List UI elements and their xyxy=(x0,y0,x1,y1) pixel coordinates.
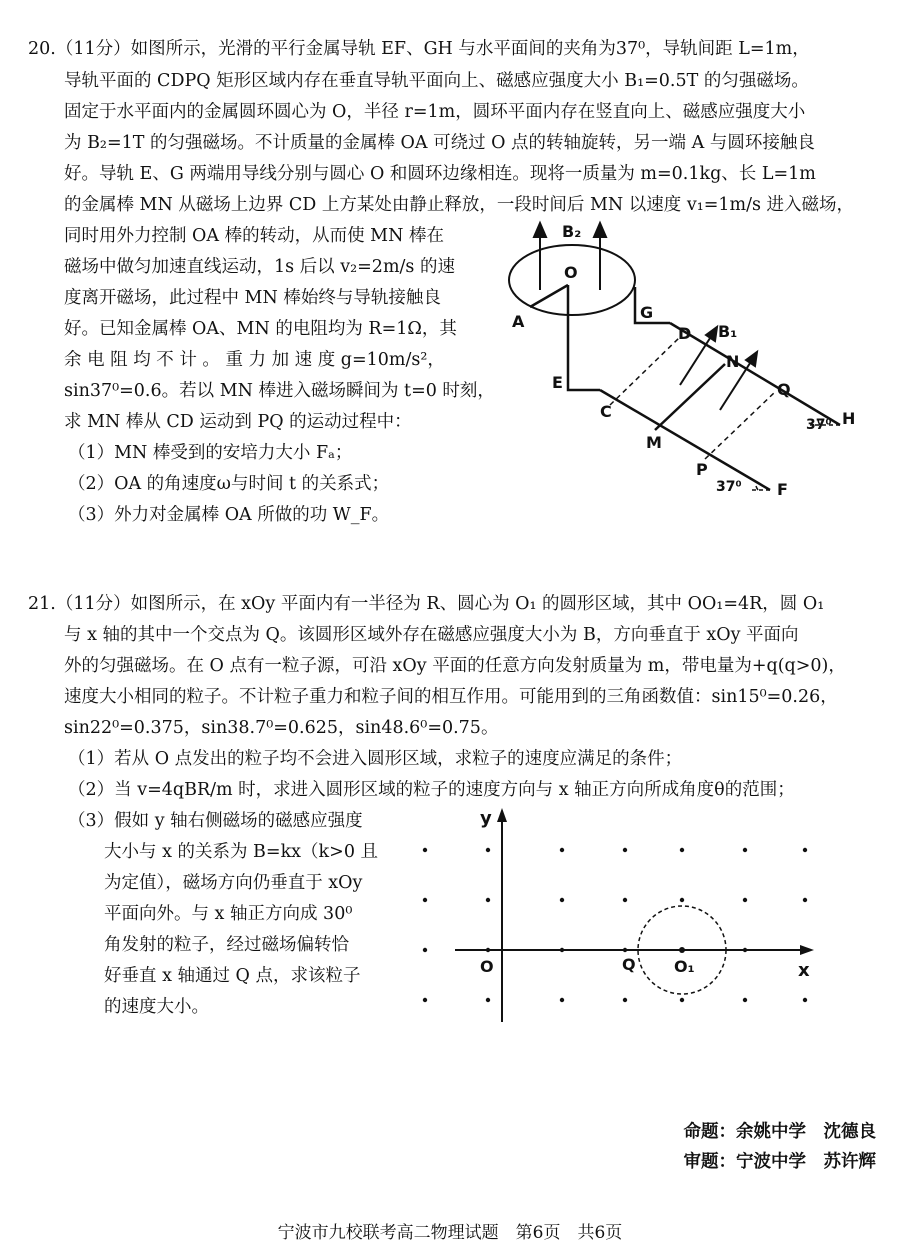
rod-oa xyxy=(530,285,568,307)
label-x: x xyxy=(798,960,810,981)
q21-sub3-cont: 的速度大小。 xyxy=(104,997,209,1017)
q21-sub: （1）若从 O 点发出的粒子均不会进入圆形区域，求粒子的速度应满足的条件； xyxy=(68,749,683,769)
q20-line: 度离开磁场，此过程中 MN 棒始终与导轨接触良 xyxy=(64,288,441,308)
label-n: N xyxy=(726,352,740,371)
q20-line: 好。已知金属棒 OA、MN 的电阻均为 R=1Ω，其 xyxy=(64,319,457,339)
q20-line: 为 B₂=1T 的匀强磁场。不计质量的金属棒 OA 可绕过 O 点的转轴旋转，另一端 A 与圆环接触良 xyxy=(64,133,815,153)
q20-line: 磁场中做匀加速直线运动，1s 后以 v₂=2m/s 的速 xyxy=(64,257,455,277)
x-axis-arrow xyxy=(800,945,814,955)
label-d: D xyxy=(678,324,692,343)
label-angle-bottom: 37⁰ xyxy=(716,479,742,495)
center-o1-dot xyxy=(679,947,685,953)
field-dot xyxy=(803,848,807,852)
q20-line: 求 MN 棒从 CD 运动到 PQ 的运动过程中： xyxy=(64,412,412,432)
label-e: E xyxy=(552,373,563,392)
boundary-cd xyxy=(610,337,680,405)
field-dot xyxy=(743,998,747,1002)
label-o: O xyxy=(480,957,494,976)
field-dot xyxy=(803,898,807,902)
q20-sub: （2）OA 的角速度ω与时间 t 的关系式； xyxy=(68,474,390,494)
reviewer-credit: 审题：宁波中学 苏许辉 xyxy=(683,1152,876,1172)
label-angle-top: 37⁰ xyxy=(806,417,832,433)
field-dot xyxy=(560,998,564,1002)
q21-sub: （2）当 v=4qBR/m 时，求进入圆形区域的粒子的速度方向与 x 轴正方向所成角度θ的范围； xyxy=(68,780,795,800)
label-g: G xyxy=(640,303,654,322)
q20-line: 余 电 阻 均 不 计 。 重 力 加 速 度 g=10m/s²， xyxy=(64,350,445,370)
q20-line: sin37⁰=0.6。若以 MN 棒进入磁场瞬间为 t=0 时刻， xyxy=(64,381,495,401)
field-dot xyxy=(743,848,747,852)
y-axis-arrow xyxy=(497,808,507,822)
label-a: A xyxy=(512,312,525,331)
field-dot xyxy=(680,848,684,852)
field-dot xyxy=(486,848,490,852)
q21-line: sin22⁰=0.375，sin38.7⁰=0.625，sin48.6⁰=0.75。 xyxy=(64,718,499,738)
label-f: F xyxy=(777,480,788,499)
q21-sub3-cont: 好垂直 x 轴通过 Q 点，求该粒子 xyxy=(104,966,361,986)
field-dot xyxy=(743,898,747,902)
label-h: H xyxy=(842,409,856,428)
field-dot xyxy=(423,898,427,902)
label-b2: B₂ xyxy=(562,222,582,241)
q21-sub3-cont: 平面向外。与 x 轴正方向成 30⁰ xyxy=(104,904,353,924)
field-dot xyxy=(560,898,564,902)
field-dot xyxy=(680,998,684,1002)
q21-line: 外的匀强磁场。在 O 点有一粒子源，可沿 xOy 平面的任意方向发射质量为 m，带电量为+q(q>0)， xyxy=(64,656,846,676)
q21-sub3-cont: 为定值），磁场方向仍垂直于 xOy xyxy=(104,873,363,893)
q20-line: 20.（11分）如图所示，光滑的平行金属导轨 EF、GH 与水平面间的夹角为37⁰，导轨间距 L=1m， xyxy=(28,39,810,59)
wire-o-e xyxy=(568,285,600,390)
field-dot xyxy=(423,848,427,852)
q21-sub: （3）假如 y 轴右侧磁场的磁感应强度 xyxy=(68,811,363,831)
boundary-pq xyxy=(705,392,775,459)
q20-line: 固定于水平面内的金属圆环圆心为 O，半径 r=1m，圆环平面内存在竖直向上、磁感应强度大小 xyxy=(64,102,806,122)
q21-line: 21.（11分）如图所示，在 xOy 平面内有一半径为 R、圆心为 O₁ 的圆形区域，其中 OO₁=4R，圆 O₁ xyxy=(28,594,825,614)
q20-line: 的金属棒 MN 从磁场上边界 CD 上方某处由静止释放，一段时间后 MN 以速度 v₁=1m/s 进入磁场， xyxy=(64,195,855,215)
q20-line: 同时用外力控制 OA 棒的转动，从而使 MN 棒在 xyxy=(64,226,444,246)
q20-sub: （1）MN 棒受到的安培力大小 Fₐ； xyxy=(68,443,353,463)
field-dot xyxy=(623,898,627,902)
field-dot xyxy=(623,848,627,852)
rod-mn xyxy=(655,364,725,430)
field-dot xyxy=(423,998,427,1002)
label-c: C xyxy=(600,402,612,421)
rail-gh xyxy=(670,323,840,425)
q21-line: 与 x 轴的其中一个交点为 Q。该圆形区域外存在磁感应强度大小为 B，方向垂直于 xOy 平面向 xyxy=(64,625,799,645)
label-o1: O₁ xyxy=(674,957,695,976)
q21-figure xyxy=(400,800,840,1030)
q20-sub: （3）外力对金属棒 OA 所做的功 W_F。 xyxy=(68,505,390,525)
field-dot xyxy=(623,998,627,1002)
field-dot xyxy=(680,898,684,902)
q20-line: 导轨平面的 CDPQ 矩形区域内存在垂直导轨平面向上、磁感应强度大小 B₁=0.5T 的匀强磁场。 xyxy=(64,71,809,91)
label-m: M xyxy=(646,433,662,452)
label-q: Q xyxy=(777,380,791,399)
field-dot xyxy=(423,948,427,952)
q21-sub3-cont: 大小与 x 的关系为 B=kx（k>0 且 xyxy=(104,842,379,862)
label-b1: B₁ xyxy=(718,322,738,341)
q21-sub3-cont: 角发射的粒子，经过磁场偏转恰 xyxy=(104,935,349,955)
author-credit: 命题：余姚中学 沈德良 xyxy=(683,1122,876,1142)
label-q: Q xyxy=(622,955,636,974)
label-p: P xyxy=(696,460,708,479)
label-y: y xyxy=(480,808,492,829)
label-o: O xyxy=(564,263,578,282)
field-dot xyxy=(486,898,490,902)
rail-ef xyxy=(600,390,770,490)
field-dot xyxy=(803,998,807,1002)
magnetic-field-dots xyxy=(423,848,807,1002)
page-footer: 宁波市九校联考高二物理试题 第6页 共6页 xyxy=(277,1223,623,1243)
field-dot xyxy=(486,998,490,1002)
field-dot xyxy=(560,848,564,852)
q20-line: 好。导轨 E、G 两端用导线分别与圆心 O 和圆环边缘相连。现将一质量为 m=0.1kg、长 L=1m xyxy=(64,164,816,184)
q21-line: 速度大小相同的粒子。不计粒子重力和粒子间的相互作用。可能用到的三角函数值：sin15⁰=0.26， xyxy=(64,687,838,707)
q20-figure xyxy=(500,215,880,505)
